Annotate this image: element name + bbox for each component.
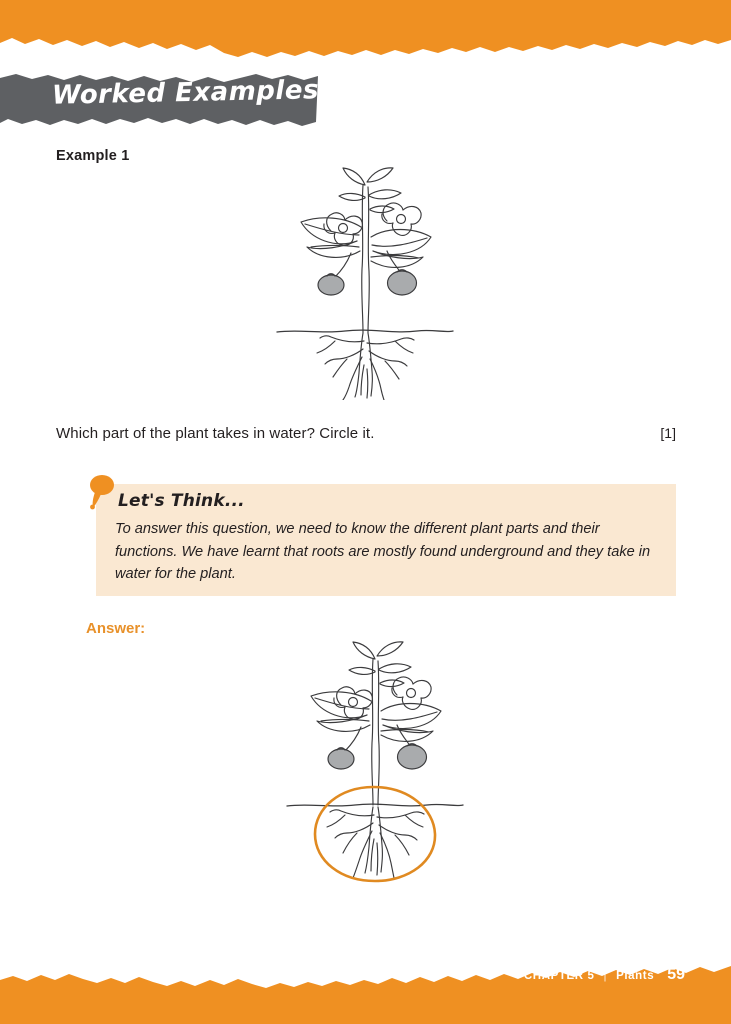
question-row (56, 425, 676, 442)
page-title: Worked Examples (51, 75, 320, 111)
root-circle-annotation (315, 787, 435, 881)
worked-examples-banner (0, 72, 320, 128)
footer (524, 966, 685, 984)
lets-think-heading: Let's Think... (118, 491, 245, 511)
top-orange-band (0, 0, 731, 58)
footer-separator: | (603, 970, 608, 982)
question-marks: [1] (660, 425, 676, 441)
plant-diagram-answer (285, 635, 465, 885)
plant-diagram-question (275, 165, 455, 400)
footer-subject: Plants (616, 970, 655, 982)
lets-think-body: To answer this question, we need to know the different plant parts and their functions. We have learnt that roots are mostly found underground and they take in water for the plant. (115, 521, 651, 583)
answer-label: Answer: (86, 620, 146, 637)
speech-bubble-icon (86, 474, 116, 510)
question-text: Which part of the plant takes in water? Circle it. (56, 425, 375, 442)
page-number: 59 (667, 966, 685, 983)
example-label: Example 1 (56, 148, 130, 164)
footer-chapter: CHAPTER 5 (523, 970, 595, 982)
